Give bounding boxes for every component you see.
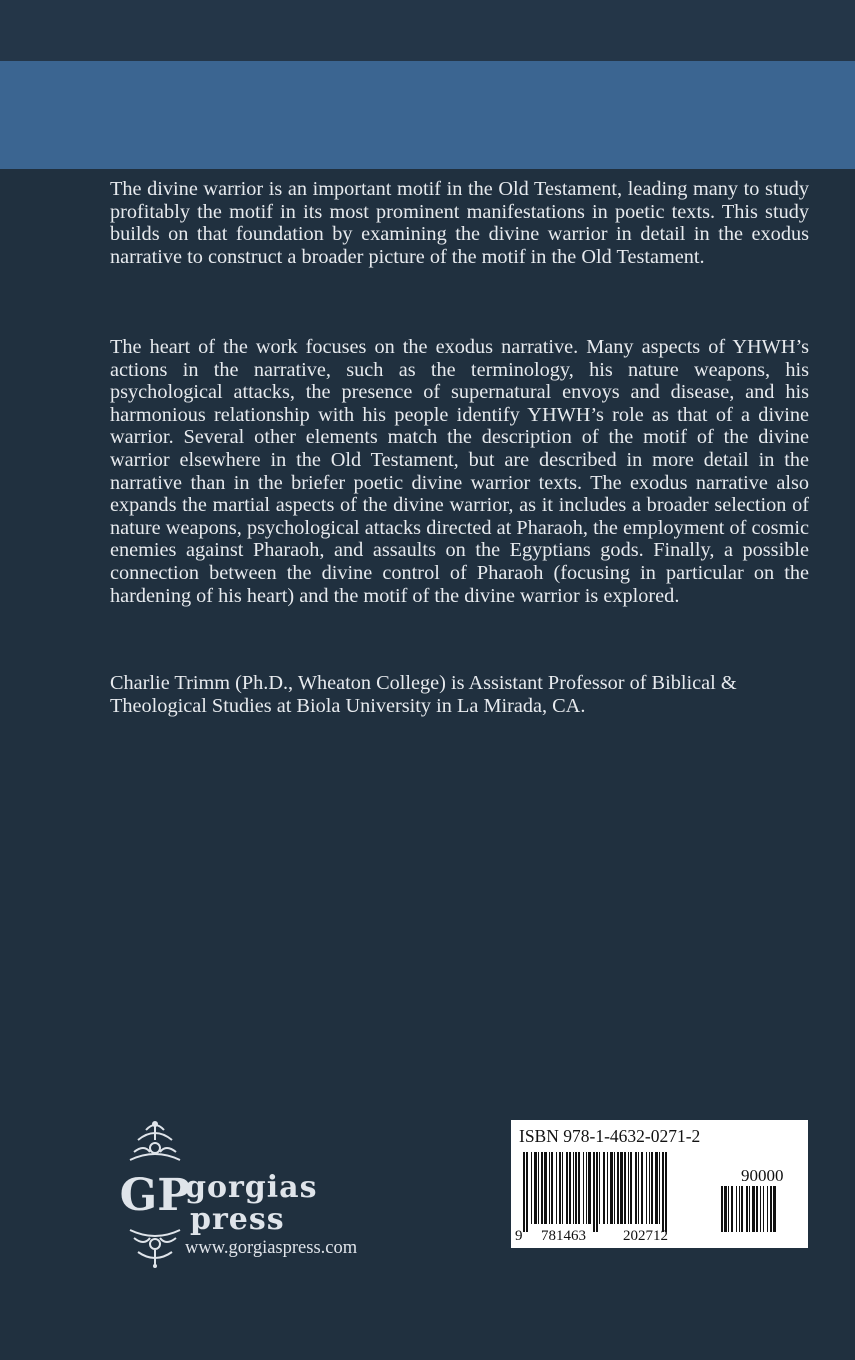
barcode-addon-bars (721, 1186, 803, 1232)
barcode-bar (739, 1186, 740, 1232)
barcode-bar (549, 1152, 550, 1224)
barcode-digit-lead: 9 (515, 1228, 523, 1244)
barcode-bar (662, 1152, 664, 1232)
barcode-bar (593, 1152, 595, 1232)
barcode-bar (767, 1186, 768, 1232)
barcode-bar (641, 1152, 643, 1224)
barcode-bar (770, 1186, 772, 1232)
top-strip (0, 0, 855, 61)
publisher-url[interactable]: www.gorgiaspress.com (185, 1238, 358, 1258)
barcode-bar (569, 1152, 571, 1224)
barcode-bar (551, 1152, 553, 1224)
monogram-text: GP (120, 1170, 190, 1221)
barcode-bar (659, 1152, 660, 1224)
barcode-bar (531, 1152, 532, 1224)
author-bio: Charlie Trimm (Ph.D., Wheaton College) is Assistant Professor of Biblical & Theological Studies at Biola University in La Mirada, CA. (110, 672, 737, 717)
barcode-bar (586, 1152, 587, 1224)
barcode-bar (575, 1152, 577, 1224)
barcode-bar (624, 1152, 626, 1224)
barcode-bar (773, 1186, 776, 1232)
barcode-bar (538, 1152, 539, 1224)
barcode-bar (556, 1152, 557, 1224)
barcode-bar (746, 1186, 748, 1232)
barcode-bar (583, 1152, 584, 1224)
barcode-bar (610, 1152, 613, 1224)
barcode-bar (760, 1186, 761, 1232)
barcode-bar (721, 1186, 723, 1232)
barcode-bar (559, 1152, 561, 1224)
barcode-bar (614, 1152, 615, 1224)
barcode-bar (752, 1186, 755, 1232)
barcode-bar (573, 1152, 574, 1224)
barcode-bar (620, 1152, 623, 1224)
barcode-bar (630, 1152, 632, 1224)
publisher-logo (120, 1118, 400, 1268)
barcode-bar (562, 1152, 563, 1224)
isbn-barcode (511, 1120, 808, 1248)
barcode-digits-right: 202712 (623, 1228, 668, 1244)
isbn-label: ISBN 978-1-4632-0271-2 (519, 1126, 701, 1146)
barcode-bar (534, 1152, 537, 1224)
barcode-bar (578, 1152, 580, 1224)
barcode-bar (544, 1152, 547, 1224)
barcode-bars (523, 1152, 713, 1232)
barcode-bar (603, 1152, 605, 1224)
barcode-bar (736, 1186, 737, 1232)
barcode-bar (731, 1186, 733, 1232)
barcode-bar (596, 1152, 598, 1232)
blurb-paragraph-1: The divine warrior is an important motif in the Old Testament, leading many to study profitably the motif in its most prominent manifestations in poetic texts. This study builds on that foundation by examining the divine warrior in detail in the exodus narrative to construct a broader picture of the motif in the Old Testament. (110, 178, 809, 268)
barcode-bar (628, 1152, 629, 1224)
blurb-paragraph-2: The heart of the work focuses on the exodus narrative. Many aspects of YHWH’s actions in the narrative, such as the terminology, his nature weapons, his psychological attacks, the presence of supernatural envoys and disease, and his harmonious relationship with his people identify YHWH’s role as that of a divine warrior. Several other elements match the description of the motif of the divine warrior elsewhere in the Old Testament, but are described in more detail in the narrative than in the briefer poetic divine warrior texts. The exodus narrative also expands the martial aspects of the divine warrior, as it includes a broader selection of nature weapons, psychological attacks directed at Pharaoh, the employment of cosmic enemies against Pharaoh, and assaults on the Egyptians gods. Finally, a possible connection between the divine control of Pharaoh (focusing in particular on the hardening of his heart) and the motif of the divine warrior is explored. (110, 336, 809, 607)
price-code: 90000 (741, 1166, 784, 1185)
barcode-bar (651, 1152, 653, 1224)
barcode-bar (756, 1186, 758, 1232)
barcode-bar (526, 1152, 528, 1232)
barcode-bar (665, 1152, 667, 1232)
barcode-bar (617, 1152, 619, 1224)
barcode-bar (728, 1186, 729, 1232)
title-band (0, 61, 855, 169)
barcode-bar (638, 1152, 639, 1224)
barcode-bar (763, 1186, 764, 1232)
barcode-bar (635, 1152, 637, 1224)
barcode-bar (749, 1186, 750, 1232)
barcode-bar (741, 1186, 743, 1232)
barcode-bar (724, 1186, 727, 1232)
barcode-bar (541, 1152, 543, 1224)
barcode-bar (646, 1152, 647, 1224)
barcode-bar (599, 1152, 600, 1224)
barcode-bar (588, 1152, 591, 1224)
barcode-bar (523, 1152, 525, 1232)
barcode-bar (566, 1152, 568, 1224)
barcode-bar (607, 1152, 608, 1224)
publisher-name-line1: gorgias (185, 1170, 318, 1205)
barcode-bar (649, 1152, 650, 1224)
monogram-icon (120, 1118, 190, 1268)
barcode-digits-left: 781463 (541, 1228, 586, 1244)
publisher-name-line2: press (190, 1202, 285, 1237)
barcode-bar (655, 1152, 658, 1224)
